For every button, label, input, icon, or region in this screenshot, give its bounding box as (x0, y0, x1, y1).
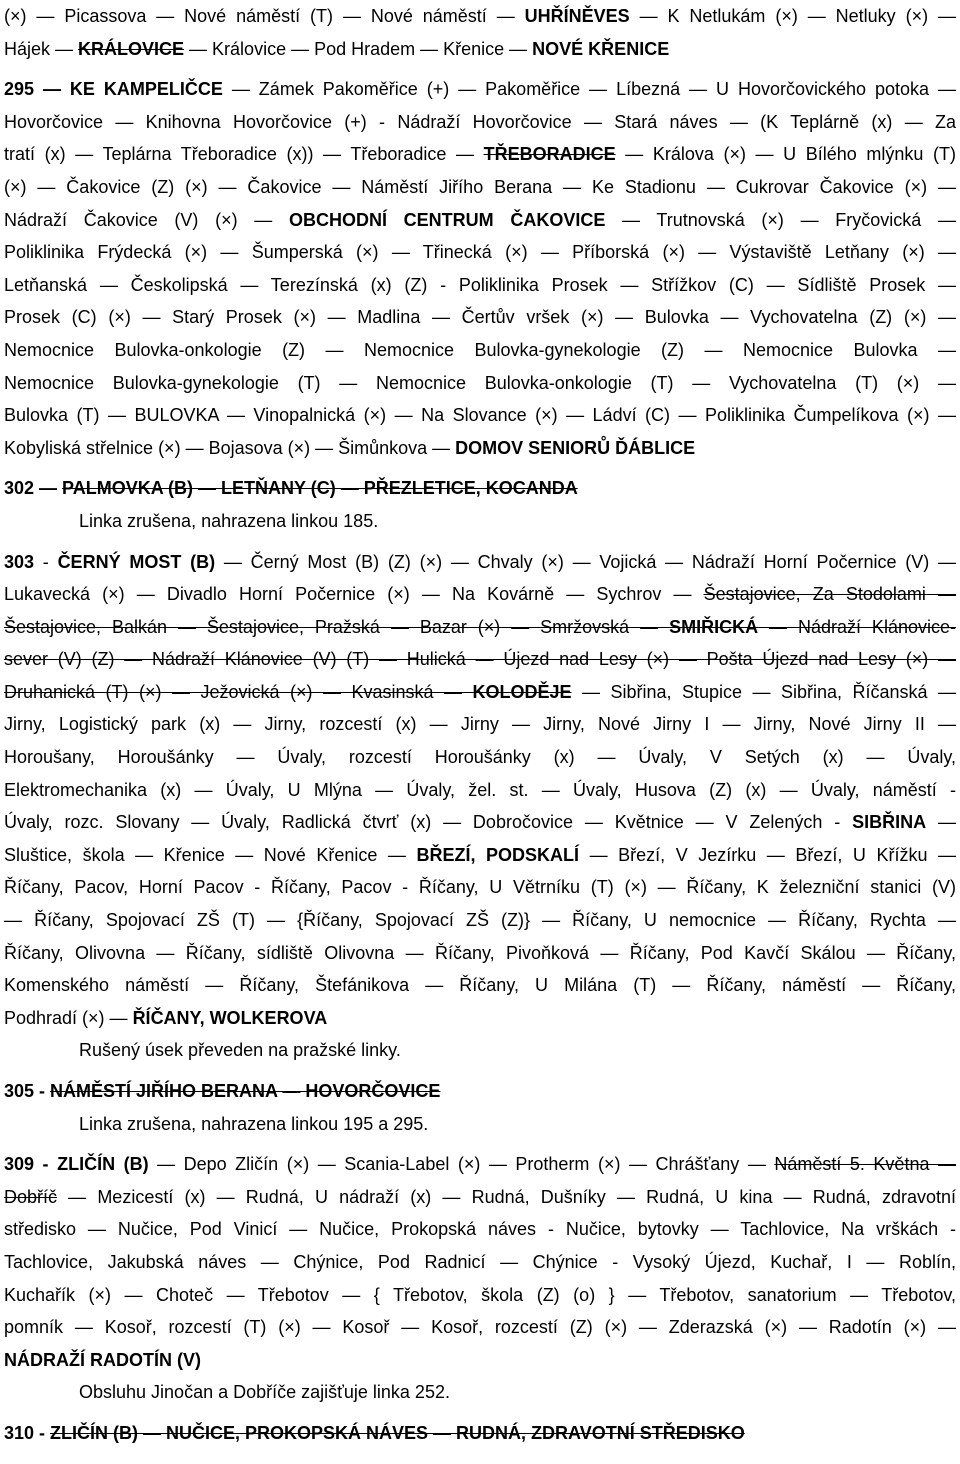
cancelled-stop-text: — Nádraží Klánovice- (758, 616, 956, 637)
route-302-note: Linka zrušena, nahrazena linkou 185. (79, 510, 379, 531)
route-text-line (4, 432, 956, 465)
terminal-stop-text: NÁDRAŽÍ RADOTÍN (V) (4, 1349, 201, 1370)
route-text-line (4, 643, 956, 676)
route-text-line (4, 806, 956, 839)
spacer (4, 464, 956, 472)
route-text-line (4, 0, 956, 33)
stop-text: — Černý Most (B) (Z) (×) — Chvaly (×) — Vojická — Nádraží Horní Počernice (V) — (215, 551, 956, 572)
route-text-line (4, 578, 956, 611)
stop-text: Hájek — (4, 38, 79, 59)
route-text-line (4, 1075, 956, 1108)
route-text-line (4, 1344, 956, 1377)
terminal-stop-text: 295 — KE KAMPELIČCE (4, 79, 223, 100)
stop-text: tratí (x) — Teplárna Třeboradice (x)) — Třeboradice — (4, 144, 484, 165)
stop-text: Nádraží Čakovice (V) (×) — (4, 209, 289, 230)
route-303-note: Rušený úsek převeden na pražské linky. (79, 1040, 401, 1061)
route-310 (4, 1417, 956, 1450)
route-text-line (4, 1246, 956, 1279)
terminal-stop-text: UHŘÍNĚVES (524, 6, 630, 26)
route-303 (4, 546, 956, 1035)
stop-text: středisko — Nučice, Pod Vinicí — Nučice, Prokopská náves - Nučice, bytovky — Tachlovice, Na vrškách - (4, 1219, 956, 1240)
route-295-continued (4, 0, 956, 65)
stop-text: Říčany, Olivovna — Říčany, sídliště Olivovna — Říčany, Pivoňková — Říčany, Pod Kavčí Skálou — Říčany, (4, 942, 956, 963)
route-text-line (4, 73, 956, 106)
cancelled-stop-text: KOLODĚJE (472, 681, 572, 702)
stop-text: Poliklinika Frýdecká (×) — Šumperská (×) — Třinecká (×) — Příborská (×) — Výstaviště Letňany (×) — (4, 242, 956, 263)
stop-text: pomník — Kosoř, rozcestí (T) (×) — Kosoř — Kosoř, rozcestí (Z) (×) — Zderazská (×) — Radotín (×) — (4, 1317, 956, 1338)
route-309 (4, 1148, 956, 1376)
route-text-line (4, 708, 956, 741)
route-305 (4, 1075, 956, 1108)
cancelled-stop-text: SMIŘICKÁ (669, 616, 759, 637)
route-text-line (4, 1148, 956, 1181)
route-text-line (4, 969, 956, 1002)
cancelled-stop-text: PALMOVKA (B) — LETŇANY (C) — PŘEZLETICE, KOCANDA (62, 478, 578, 499)
stop-text: Hovorčovice — Knihovna Hovorčovice (+) - Nádraží Hovorčovice — Stará náves — (K Teplárně (x) — Za (4, 111, 956, 132)
cancelled-stop-text: Druhanická (T) (×) — Ježovická (×) — Kvasinská — (4, 681, 473, 702)
route-text-line (4, 1417, 956, 1450)
stop-text: Nemocnice Bulovka-onkologie (Z) — Nemocnice Bulovka-gynekologie (Z) — Nemocnice Bulovka — (4, 339, 956, 360)
route-text-line (4, 106, 956, 139)
route-302 (4, 472, 956, 505)
stop-text: Nemocnice Bulovka-gynekologie (T) — Nemocnice Bulovka-onkologie (T) — Vychovatelna (T) (×) — (4, 372, 956, 393)
stop-text: Kuchařík (×) — Choteč — Třebotov — { Třebotov, škola (Z) (o) } — Třebotov, sanatorium — Třebotov, (4, 1284, 956, 1305)
route-text-line (4, 236, 956, 269)
spacer (4, 1140, 956, 1148)
stop-text: Komenského náměstí — Říčany, Štefánikova — Říčany, U Milána (T) — Říčany, náměstí — Říčany, (4, 975, 956, 996)
route-text-line (4, 871, 956, 904)
route-text-line (4, 269, 956, 302)
spacer (4, 1067, 956, 1075)
stop-text: — Depo Zličín (×) — Scania-Label (×) — Protherm (×) — Chrášťany — (148, 1154, 775, 1175)
route-text-line (4, 1279, 956, 1312)
terminal-stop-text: 305 - (4, 1081, 51, 1101)
cancelled-stop-text: Šestajovice, Balkán — Šestajovice, Pražská — Bazar (×) — Smržovská — (4, 616, 670, 637)
cancelled-stop-text: Náměstí 5. Května — (774, 1154, 956, 1175)
route-text-line (4, 904, 956, 937)
cancelled-stop-text: NÁMĚSTÍ JIŘÍHO BERANA — HOVORČOVICE (50, 1081, 441, 1101)
route-295-ke-kampelicce (4, 73, 956, 464)
stop-text: Horoušany, Horoušánky — Úvaly, rozcestí Horoušánky (x) — Úvaly, V Setých (x) — Úvaly, (4, 747, 956, 768)
spacer (4, 538, 956, 546)
stop-text: — Trutnovská (×) — Fryčovická — (605, 209, 956, 230)
stop-text: Jirny, Logistický park (x) — Jirny, rozcestí (x) — Jirny — Jirny, Nové Jirny I — Jirny, Nové Jirny II — (4, 714, 956, 735)
route-text-line (4, 611, 956, 644)
route-text-line (4, 741, 956, 774)
route-text-line (4, 839, 956, 872)
stop-text: Sluštice, škola — Křenice — Nové Křenice — (4, 844, 417, 865)
stop-text: - (34, 551, 58, 572)
terminal-stop-text: DOMOV SENIORŮ ĎÁBLICE (455, 437, 696, 458)
route-text-line (4, 774, 956, 807)
route-305-note: Linka zrušena, nahrazena linkou 195 a 295. (79, 1113, 429, 1134)
route-text-line (4, 1181, 956, 1214)
stop-text: — Sibřina, Stupice — Sibřina, Říčanská — (571, 681, 957, 702)
stop-text: Úvaly, rozc. Slovany — Úvaly, Radlická čtvrť (x) — Dobročovice — Květnice — V Zelených - (4, 812, 853, 833)
stop-text: Kobyliská střelnice (×) — Bojasova (×) — Šimůnkova — (4, 437, 456, 458)
terminal-stop-text: BŘEZÍ, PODSKALÍ (416, 844, 580, 865)
stop-text: Elektromechanika (x) — Úvaly, U Mlýna — Úvaly, žel. st. — Úvaly, Husova (Z) (x) — Úvaly, náměstí - (4, 779, 956, 800)
stop-text: — Říčany, Spojovací ZŠ (T) — {Říčany, Spojovací ZŠ (Z)} — Říčany, U nemocnice — Říčany, Rychta — (4, 910, 956, 931)
route-text-line (4, 138, 956, 171)
cancelled-stop-text: TŘEBORADICE (483, 144, 616, 165)
route-text-line (4, 367, 956, 400)
stop-text: (×) — Čakovice (Z) (×) — Čakovice — Náměstí Jiřího Berana — Ke Stadionu — Cukrovar Čakovice (×) — (4, 176, 956, 197)
cancelled-stop-text: Dobříč (4, 1186, 58, 1207)
route-text-line (4, 33, 956, 66)
stop-text: — Zámek Pakoměřice (+) — Pakoměřice — Líbezná — U Hovorčovického potoka — (222, 79, 957, 100)
cancelled-stop-text: KRÁLOVICE (78, 38, 185, 59)
terminal-stop-text: 309 - ZLIČÍN (B) (4, 1154, 149, 1175)
route-text-line (4, 1002, 956, 1035)
stop-text: Prosek (C) (×) — Starý Prosek (×) — Madlina — Čertův vršek (×) — Bulovka — Vychovatelna (Z) (×) — (4, 307, 956, 328)
terminal-stop-text: 302 — (4, 478, 63, 499)
route-text-line (4, 171, 956, 204)
route-text-line (4, 546, 956, 579)
stop-text: — K Netlukám (×) — Netluky (×) — (629, 6, 956, 26)
route-text-line (4, 334, 956, 367)
cancelled-stop-text: sever (V) (Z) — Nádraží Klánovice (V) (T) — Hulická — Újezd nad Lesy (×) — Pošta Újezd nad Lesy (×) — (4, 649, 956, 670)
stop-text: — (926, 812, 956, 833)
terminal-stop-text: 303 (4, 551, 35, 572)
stop-text: — Březí, V Jezírku — Březí, U Křížku — (579, 844, 956, 865)
terminal-stop-text: SIBŘINA (852, 812, 927, 833)
spacer (4, 1409, 956, 1417)
route-text-line (4, 204, 956, 237)
stop-text: — Mezicestí (x) — Rudná, U nádraží (x) — Rudná, Dušníky — Rudná, U kina — Rudná, zdravotní (57, 1186, 956, 1207)
route-text-line (4, 301, 956, 334)
route-text-line (4, 937, 956, 970)
stop-text: (×) — Picassova — Nové náměstí (T) — Nové náměstí — (4, 6, 525, 26)
stop-text: Lukavecká (×) — Divadlo Horní Počernice (×) — Na Kovárně — Sychrov — (4, 584, 704, 605)
stop-text: Tachlovice, Jakubská náves — Chýnice, Pod Radnicí — Chýnice - Vysoký Újezd, Kuchař, I — Roblín, (4, 1251, 956, 1272)
cancelled-stop-text: Šestajovice, Za Stodolami — (703, 584, 956, 605)
spacer (4, 65, 956, 73)
route-309-note: Obsluhu Jinočan a Dobříče zajišťuje linka 252. (79, 1382, 450, 1403)
terminal-stop-text: 310 - (4, 1422, 51, 1443)
stop-text: — Králova (×) — U Bílého mlýnku (T) (615, 144, 957, 165)
route-text-line (4, 399, 956, 432)
terminal-stop-text: ČERNÝ MOST (B) (57, 551, 216, 572)
stop-text: Podhradí (×) — (4, 1007, 133, 1028)
route-text-line (4, 676, 956, 709)
terminal-stop-text: ŘÍČANY, WOLKEROVA (132, 1007, 328, 1028)
terminal-stop-text: OBCHODNÍ CENTRUM ČAKOVICE (288, 209, 606, 230)
route-text-line (4, 472, 956, 505)
terminal-stop-text: NOVÉ KŘENICE (532, 38, 670, 59)
stop-text: Letňanská — Českolipská — Terezínská (x) (Z) - Poliklinika Prosek — Střížkov (C) — Sídliště Prosek — (4, 274, 956, 295)
cancelled-stop-text: ZLIČÍN (B) — NUČICE, PROKOPSKÁ NÁVES — RUDNÁ, ZDRAVOTNÍ STŘEDISKO (50, 1422, 745, 1443)
route-text-line (4, 1311, 956, 1344)
route-text-line (4, 1213, 956, 1246)
stop-text: Bulovka (T) — BULOVKA — Vinopalnická (×) — Na Slovance (×) — Ládví (C) — Poliklinika Čumpelíkova (×) — (4, 405, 956, 426)
stop-text: — Královice — Pod Hradem — Křenice — (184, 38, 533, 59)
stop-text: Říčany, Pacov, Horní Pacov - Říčany, Pacov - Říčany, U Větrníku (T) (×) — Říčany, K železniční stanici (V) (4, 877, 956, 898)
